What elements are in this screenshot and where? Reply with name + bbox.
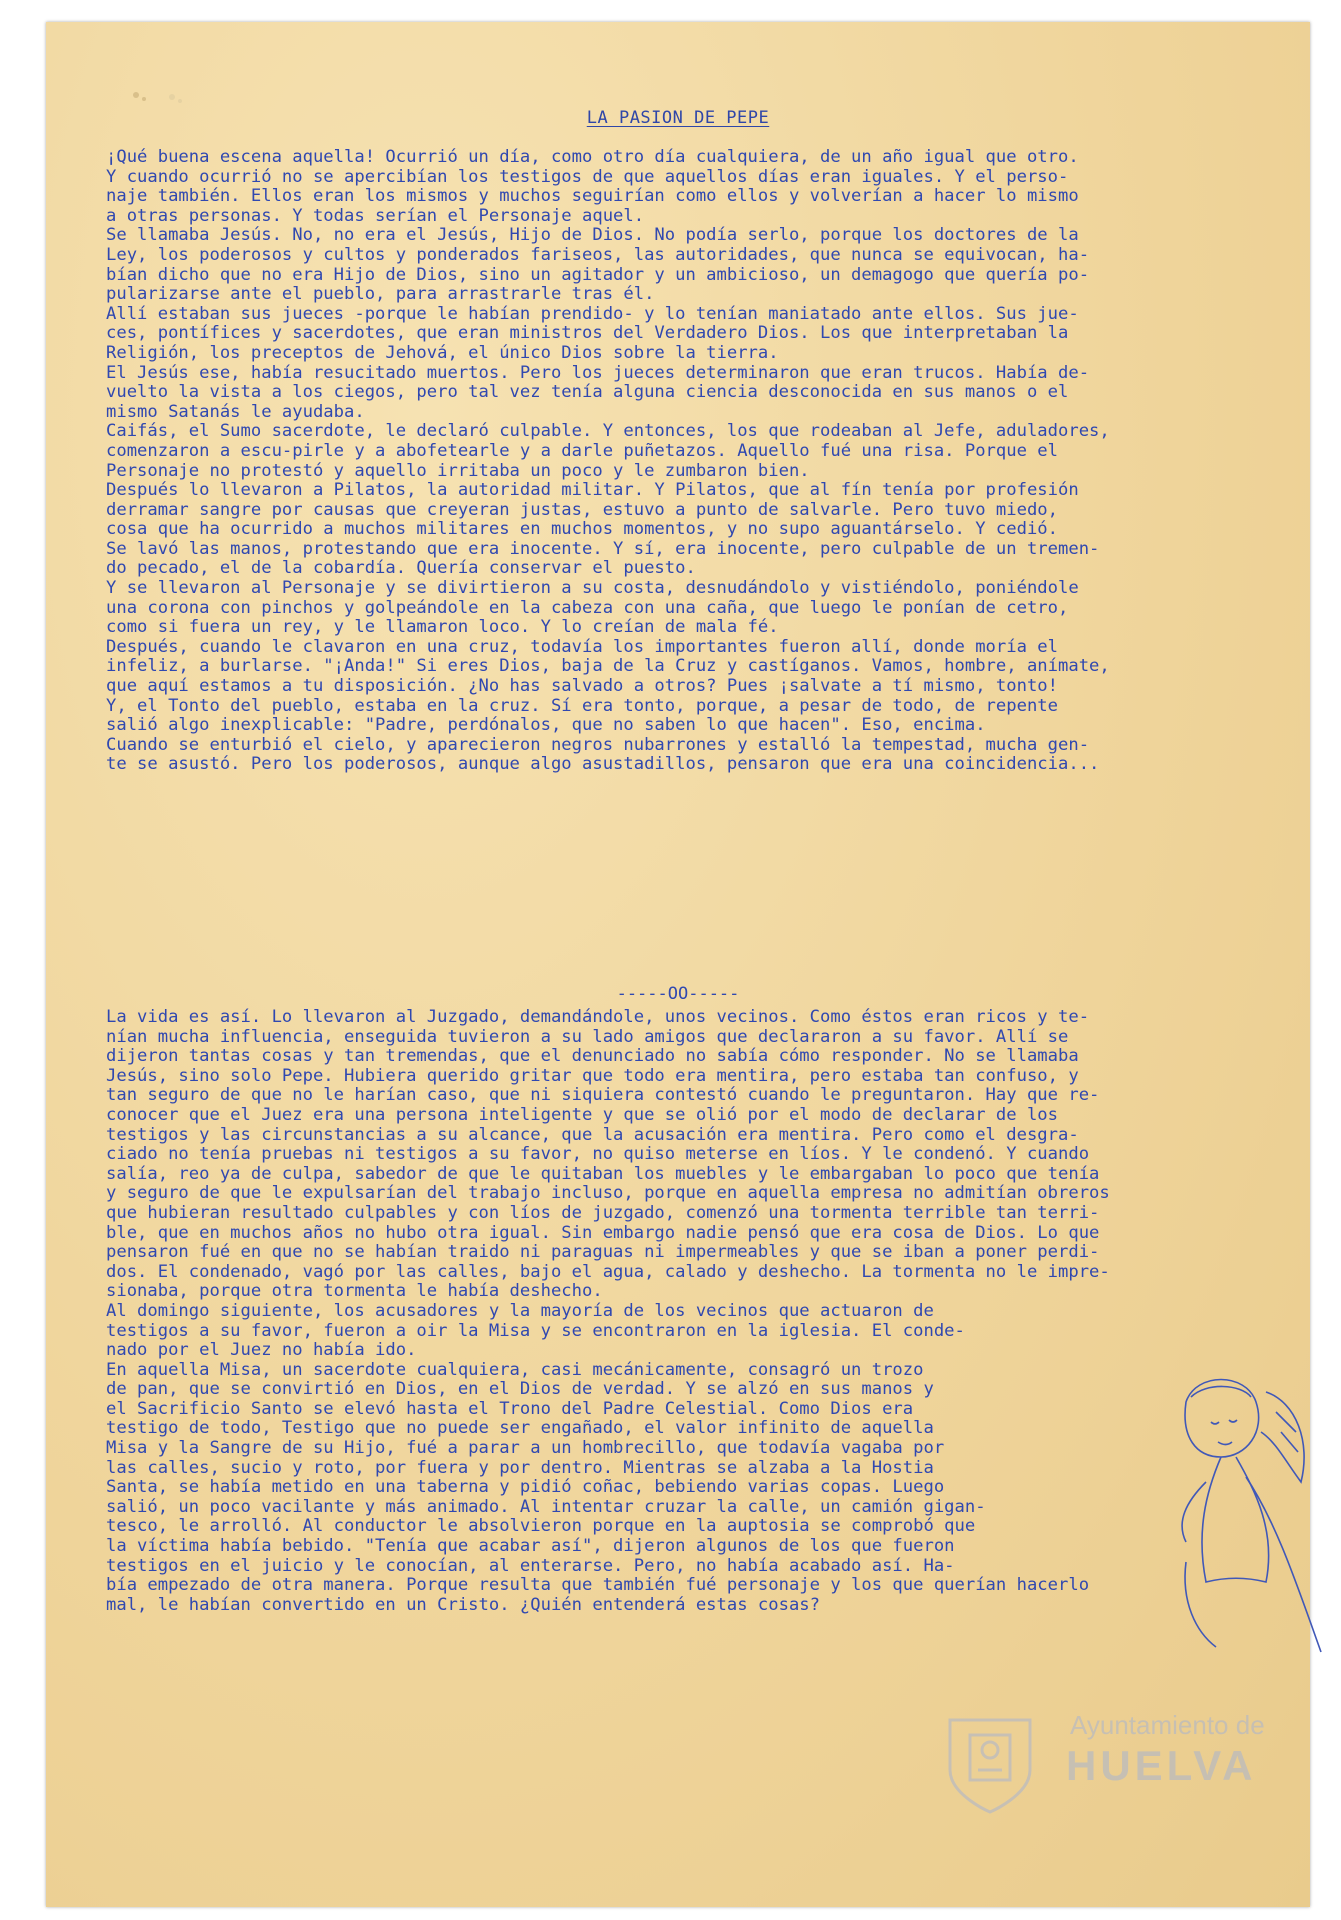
text-line: sionaba, porque otra tormenta le había deshecho. — [106, 1281, 603, 1302]
text-line: nían mucha influencia, enseguida tuvieron a su lado amigos que declararon a su favor. Allí se — [106, 1026, 1069, 1047]
text-line: comenzaron a escu-pirle y a abofetearle y a darle puñetazos. Aquello fué una risa. Porque el — [106, 440, 1058, 461]
text-line: testigos y las circunstancias a su alcance, que la acusación era mentira. Pero como el desgra- — [106, 1124, 1079, 1145]
text-line: nado por el Juez no había ido. — [106, 1340, 417, 1361]
text-line: Y cuando ocurrió no se apercibían los testigos de que aquellos días eran iguales. Y el perso- — [106, 166, 1069, 187]
text-line: ciado no tenía pruebas ni testigos a su favor, no quiso meterse en líos. Y le condenó. Y cuando — [106, 1144, 1090, 1165]
text-line: tan seguro de que no le harían caso, que ni siquiera contestó cuando le preguntaron. Hay que re- — [106, 1085, 1100, 1106]
text-line: Y se llevaron al Personaje y se divirtieron a su costa, desnudándolo y vistiéndolo, poniéndole — [106, 578, 1079, 599]
title-text: LA PASION DE PEPE — [586, 108, 770, 128]
text-line: salió algo inexplicable: "Padre, perdónalos, que no saben lo que hacen". Eso, encima. — [106, 715, 986, 736]
text-line: Personaje no protestó y aquello irritaba un poco y le zumbaron bien. — [106, 460, 810, 481]
text-line: dos. El condenado, vagó por las calles, bajo el agua, calado y deshecho. La tormenta no le impre- — [106, 1261, 1110, 1282]
text-line: tesco, le arrolló. Al conductor le absolvieron porque en la auptosia se comprobó que — [106, 1516, 976, 1537]
text-line: que aquí estamos a tu disposición. ¿No has salvado a otros? Pues ¡salvate a tí mismo, tonto! — [106, 676, 1058, 697]
text-line: conocer que el Juez era una persona inteligente y que se olió por el modo de declarar de los — [106, 1104, 1058, 1125]
text-line: bía empezado de otra manera. Porque resulta que también fué personaje y los que querían hacerlo — [106, 1575, 1090, 1596]
text-line: La vida es así. Lo llevaron al Juzgado, demandándole, unos vecinos. Como éstos eran ricos y te- — [106, 1007, 1090, 1027]
text-line: El Jesús ese, había resucitado muertos. Pero los jueces determinaron que eran trucos. Había de- — [106, 362, 1090, 383]
text-part-2 — [106, 1008, 1274, 1615]
text-line: una corona con pinchos y golpeándole en la cabeza con una caña, que luego le ponían de cetro, — [106, 597, 1069, 618]
text-line: Se llamaba Jesús. No, no era el Jesús, Hijo de Dios. No podía serlo, porque los doctores de la — [106, 225, 1079, 246]
text-line: testigo de todo, Testigo que no puede ser engañado, el valor infinito de aquella — [106, 1418, 934, 1439]
text-line: do pecado, el de la cobardía. Quería conservar el puesto. — [106, 558, 696, 579]
text-line: mismo Satanás le ayudaba. — [106, 401, 365, 422]
text-line: ¡Qué buena escena aquella! Ocurrió un día, como otro día cualquiera, de un año igual que otro. — [106, 147, 1079, 167]
text-line: derramar sangre por causas que creyeran justas, estuvo a punto de salvarle. Pero tuvo miedo, — [106, 499, 1058, 520]
text-line: pensaron fué en que no se habían traido ni paraguas ni impermeables y que se iban a poner perdi- — [106, 1242, 1100, 1263]
text-line: Se lavó las manos, protestando que era inocente. Y sí, era inocente, pero culpable de un tremen- — [106, 538, 1100, 559]
text-line: a otras personas. Y todas serían el Personaje aquel. — [106, 205, 645, 226]
text-line: bían dicho que no era Hijo de Dios, sino un agitador y un ambicioso, un demagogo que quería po- — [106, 264, 1090, 285]
text-line: dijeron tantas cosas y tan tremendas, que el denunciado no sabía cómo responder. No se llamaba — [106, 1046, 1079, 1067]
text-line: Misa y la Sangre de su Hijo, fué a parar a un hombrecillo, que todavía vagaba por — [106, 1438, 945, 1459]
text-line: el Sacrificio Santo se elevó hasta el Trono del Padre Celestial. Como Dios era — [106, 1398, 914, 1419]
text-line: testigos en el juicio y le conocían, al enterarse. Pero, no había acabado así. Ha- — [106, 1555, 955, 1576]
text-line: Después lo llevaron a Pilatos, la autoridad militar. Y Pilatos, que al fín tenía por profesión — [106, 480, 1079, 501]
text-line: Religión, los preceptos de Jehová, el único Dios sobre la tierra. — [106, 342, 779, 363]
text-line: testigos a su favor, fueron a oir la Misa y se encontraron en la iglesia. El conde- — [106, 1320, 965, 1341]
text-line: Allí estaban sus jueces -porque le habían prendido- y lo tenían maniatado ante ellos. Sus jue- — [106, 303, 1079, 324]
document-page — [46, 22, 1310, 1907]
text-line: te se asustó. Pero los poderosos, aunque algo asustadillos, pensaron que era una coincidencia... — [106, 754, 1100, 775]
text-line: Después, cuando le clavaron en una cruz, todavía los importantes fueron allí, donde moría el — [106, 636, 1058, 657]
city-crest-icon — [930, 1700, 1050, 1820]
text-line: salió, un poco vacilante y más animado. Al intentar cruzar la calle, un camión gigan- — [106, 1496, 986, 1517]
text-line: Y, el Tonto del pueblo, estaba en la cruz. Sí era tonto, porque, a pesar de todo, de repente — [106, 695, 1058, 716]
text-line: vuelto la vista a los ciegos, pero tal vez tenía alguna ciencia desconocida en sus manos o el — [106, 382, 1069, 403]
watermark-city: HUELVA — [1066, 1742, 1257, 1789]
text-line: naje también. Ellos eran los mismos y muchos seguirían como ellos y volverían a hacer lo mismo — [106, 186, 1079, 207]
text-line: la víctima había bebido. "Tenía que acabar así", dijeron algunos de los que fueron — [106, 1536, 955, 1557]
text-line: Cuando se enturbió el cielo, y aparecieron negros nubarrones y estalló la tempestad, mucha gen- — [106, 734, 1090, 755]
text-line: que hubieran resultado culpables y con líos de juzgado, comenzó una tormenta terrible tan terri- — [106, 1202, 1100, 1223]
text-line: pularizarse ante el pueblo, para arrastrarle tras él. — [106, 284, 655, 305]
text-line: Jesús, sino solo Pepe. Hubiera querido gritar que todo era mentira, pero estaba tan confuso, y — [106, 1065, 1079, 1086]
section-separator: -----OO----- — [616, 984, 740, 1004]
text-line: como si fuera un rey, y le llamaron loco. Y lo creían de mala fé. — [106, 617, 779, 638]
text-part-1 — [106, 148, 1274, 775]
text-line: salía, reo ya de culpa, sabedor de que le quitaban los muebles y le embargaban lo poco que tenía — [106, 1163, 1100, 1184]
text-line: cosa que ha ocurrido a muchos militares en muchos momentos, y no supo aguantárselo. Y cedió. — [106, 519, 1058, 540]
text-line: Santa, se había metido en una taberna y pidió coñac, bebiendo varias copas. Luego — [106, 1477, 945, 1498]
angel-drawing — [1126, 1362, 1326, 1662]
text-line: de pan, que se convirtió en Dios, en el Dios de verdad. Y se alzó en sus manos y — [106, 1379, 934, 1400]
text-line: Ley, los poderosos y cultos y ponderados fariseos, las autoridades, que nunca se equivocan, ha- — [106, 244, 1090, 265]
watermark-name: Ayuntamiento de — [1070, 1710, 1265, 1740]
text-line: y seguro de que le expulsarían del trabajo incluso, porque en aquella empresa no admitían obreros — [106, 1183, 1110, 1204]
text-line: ble, que en muchos años no hubo otra igual. Sin embargo nadie pensó que era cosa de Dios. Lo que — [106, 1222, 1100, 1243]
text-line: infeliz, a burlarse. "¡Anda!" Si eres Dios, baja de la Cruz y castíganos. Vamos, hombre, anímate, — [106, 656, 1110, 677]
ayuntamiento-huelva-watermark — [930, 1700, 1290, 1820]
text-line: mal, le habían convertido en un Cristo. ¿Quién entenderá estas cosas? — [106, 1594, 820, 1615]
text-line: Al domingo siguiente, los acusadores y la mayoría de los vecinos que actuaron de — [106, 1300, 934, 1321]
text-line: Caifás, el Sumo sacerdote, le declaró culpable. Y entonces, los que rodeaban al Jefe, aduladores, — [106, 421, 1110, 442]
text-line: las calles, sucio y roto, por fuera y por dentro. Mientras se alzaba a la Hostia — [106, 1457, 934, 1478]
page-title — [46, 108, 1310, 128]
text-line: ces, pontífices y sacerdotes, que eran ministros del Verdadero Dios. Los que interpretaban la — [106, 323, 1069, 344]
text-line: En aquella Misa, un sacerdote cualquiera, casi mecánicamente, consagró un trozo — [106, 1359, 924, 1380]
